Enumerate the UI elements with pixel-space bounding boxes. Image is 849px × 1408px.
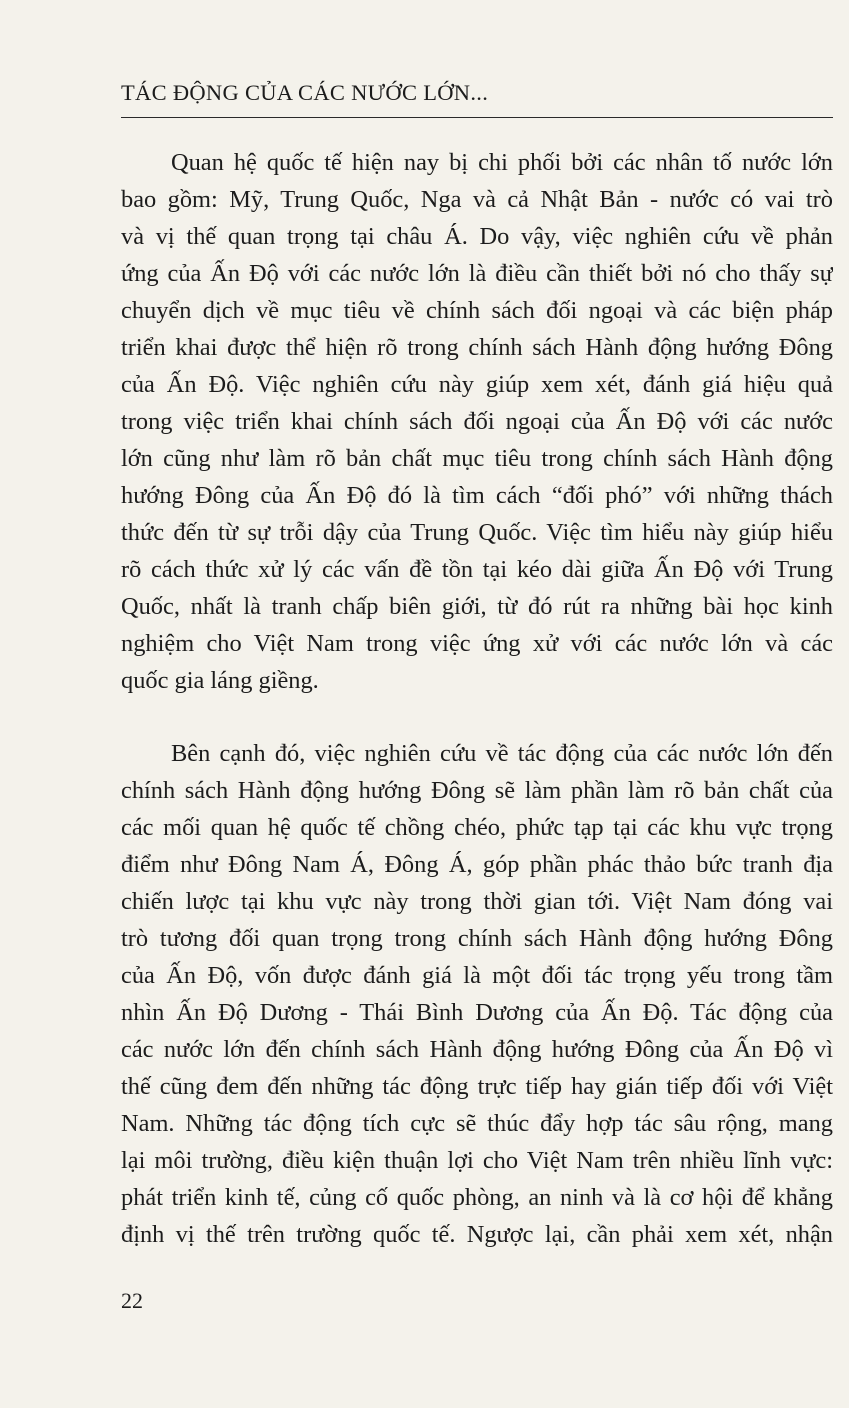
text-line: hướng Đông của Ấn Độ đó là tìm cách “đối phó” với những thách [121,482,833,509]
text-line: các mối quan hệ quốc tế chồng chéo, phức tạp tại các khu vực trọng [121,814,833,841]
text-line: và vị thế quan trọng tại châu Á. Do vậy, việc nghiên cứu về phản [121,223,833,250]
text-line: lớn cũng như làm rõ bản chất mục tiêu trong chính sách Hành động [121,445,833,472]
text-line: Quan hệ quốc tế hiện nay bị chi phối bởi các nhân tố nước lớn [171,149,833,176]
text-line: lại môi trường, điều kiện thuận lợi cho Việt Nam trên nhiều lĩnh vực: [121,1147,833,1174]
text-line: trò tương đối quan trọng trong chính sách Hành động hướng Đông [121,925,833,952]
text-line: chiến lược tại khu vực này trong thời gian tới. Việt Nam đóng vai [121,888,833,915]
text-line: thế cũng đem đến những tác động trực tiếp hay gián tiếp đối với Việt [121,1073,833,1100]
text-line: nhìn Ấn Độ Dương - Thái Bình Dương của Ấn Độ. Tác động của [121,999,833,1026]
text-line: triển khai được thể hiện rõ trong chính sách Hành động hướng Đông [121,334,833,361]
text-line: rõ cách thức xử lý các vấn đề tồn tại kéo dài giữa Ấn Độ với Trung [121,556,833,583]
text-line: phát triển kinh tế, củng cố quốc phòng, an ninh và là cơ hội để khẳng [121,1184,833,1211]
text-line: của Ấn Độ, vốn được đánh giá là một đối tác trọng yếu trong tầm [121,962,833,989]
header-rule [121,117,833,118]
page-number: 22 [121,1288,143,1313]
text-line: bao gồm: Mỹ, Trung Quốc, Nga và cả Nhật Bản - nước có vai trò [121,186,833,213]
text-line: nghiệm cho Việt Nam trong việc ứng xử với các nước lớn và các [121,630,833,657]
text-line: thức đến từ sự trỗi dậy của Trung Quốc. Việc tìm hiểu này giúp hiểu [121,519,833,546]
text-line: chính sách Hành động hướng Đông sẽ làm phần làm rõ bản chất của [121,777,833,804]
text-line: Quốc, nhất là tranh chấp biên giới, từ đó rút ra những bài học kinh [121,593,833,620]
running-header: TÁC ĐỘNG CỦA CÁC NƯỚC LỚN... [121,80,489,105]
text-line: Bên cạnh đó, việc nghiên cứu về tác động của các nước lớn đến [171,740,833,767]
text-line: trong việc triển khai chính sách đối ngoại của Ấn Độ với các nước [121,408,833,435]
text-line: ứng của Ấn Độ với các nước lớn là điều cần thiết bởi nó cho thấy sự [121,260,833,287]
text-line: chuyển dịch về mục tiêu về chính sách đối ngoại và các biện pháp [121,297,833,324]
text-line: quốc gia láng giềng. [121,667,319,694]
text-line: Nam. Những tác động tích cực sẽ thúc đẩy hợp tác sâu rộng, mang [121,1110,833,1137]
text-line: của Ấn Độ. Việc nghiên cứu này giúp xem xét, đánh giá hiệu quả [121,371,833,398]
text-line: điểm như Đông Nam Á, Đông Á, góp phần phác thảo bức tranh địa [121,851,833,878]
text-line: định vị thế trên trường quốc tế. Ngược lại, cần phải xem xét, nhận [121,1221,833,1248]
text-line: các nước lớn đến chính sách Hành động hướng Đông của Ấn Độ vì [121,1036,833,1063]
